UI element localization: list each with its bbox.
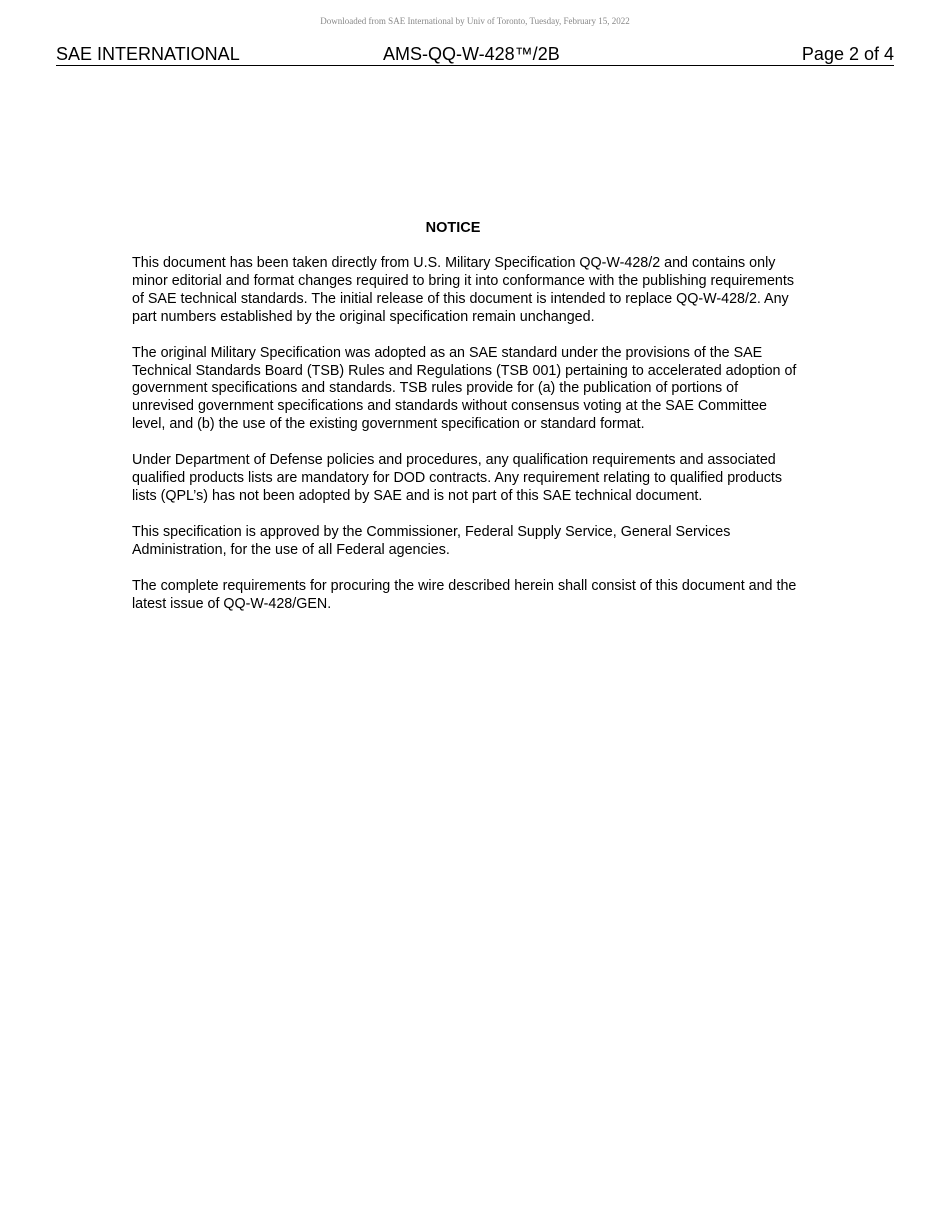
header-organization: SAE INTERNATIONAL <box>56 44 240 64</box>
notice-paragraph-4: This specification is approved by the Commissioner, Federal Supply Service, General Services Administration, for the use of all Federal agencies. <box>132 523 731 558</box>
notice-paragraph-5: The complete requirements for procuring the wire described herein shall consist of this document and the latest issue of QQ-W-428/GEN. <box>132 577 797 612</box>
page-header <box>56 43 894 66</box>
notice-body <box>132 255 804 632</box>
notice-paragraph-2: The original Military Specification was adopted as an SAE standard under the provisions of the SAE Technical Standards Board (TSB) Rules and Regulations (TSB 001) pertaining to accelerated adoption of government specifications and standards. TSB rules provide for (a) the publication of portions of unrevised government specifications and standards without consensus voting at the SAE Committee level, and (b) the use of the existing government specification or standard format. <box>132 344 797 433</box>
header-document-id: AMS-QQ-W-428™/2B <box>383 44 560 64</box>
download-watermark: Downloaded from SAE International by Univ of Toronto, Tuesday, February 15, 2022 <box>320 16 630 26</box>
notice-paragraph-3: Under Department of Defense policies and procedures, any qualification requirements and associated qualified products lists are mandatory for DOD contracts. Any requirement relating to qualified products lists (QPL’s) has not been adopted by SAE and is not part of this SAE technical document. <box>132 452 783 504</box>
header-page-number: Page 2 of 4 <box>801 44 894 64</box>
notice-title: NOTICE <box>425 220 481 236</box>
notice-paragraph-1: This document has been taken directly from U.S. Military Specification QQ-W-428/2 and contains only minor editorial and format changes required to bring it into conformance with the publishing requirements of SAE technical standards. The initial release of this document is intended to replace QQ-W-428/2. Any part numbers established by the original specification remain unchanged. <box>132 255 794 325</box>
